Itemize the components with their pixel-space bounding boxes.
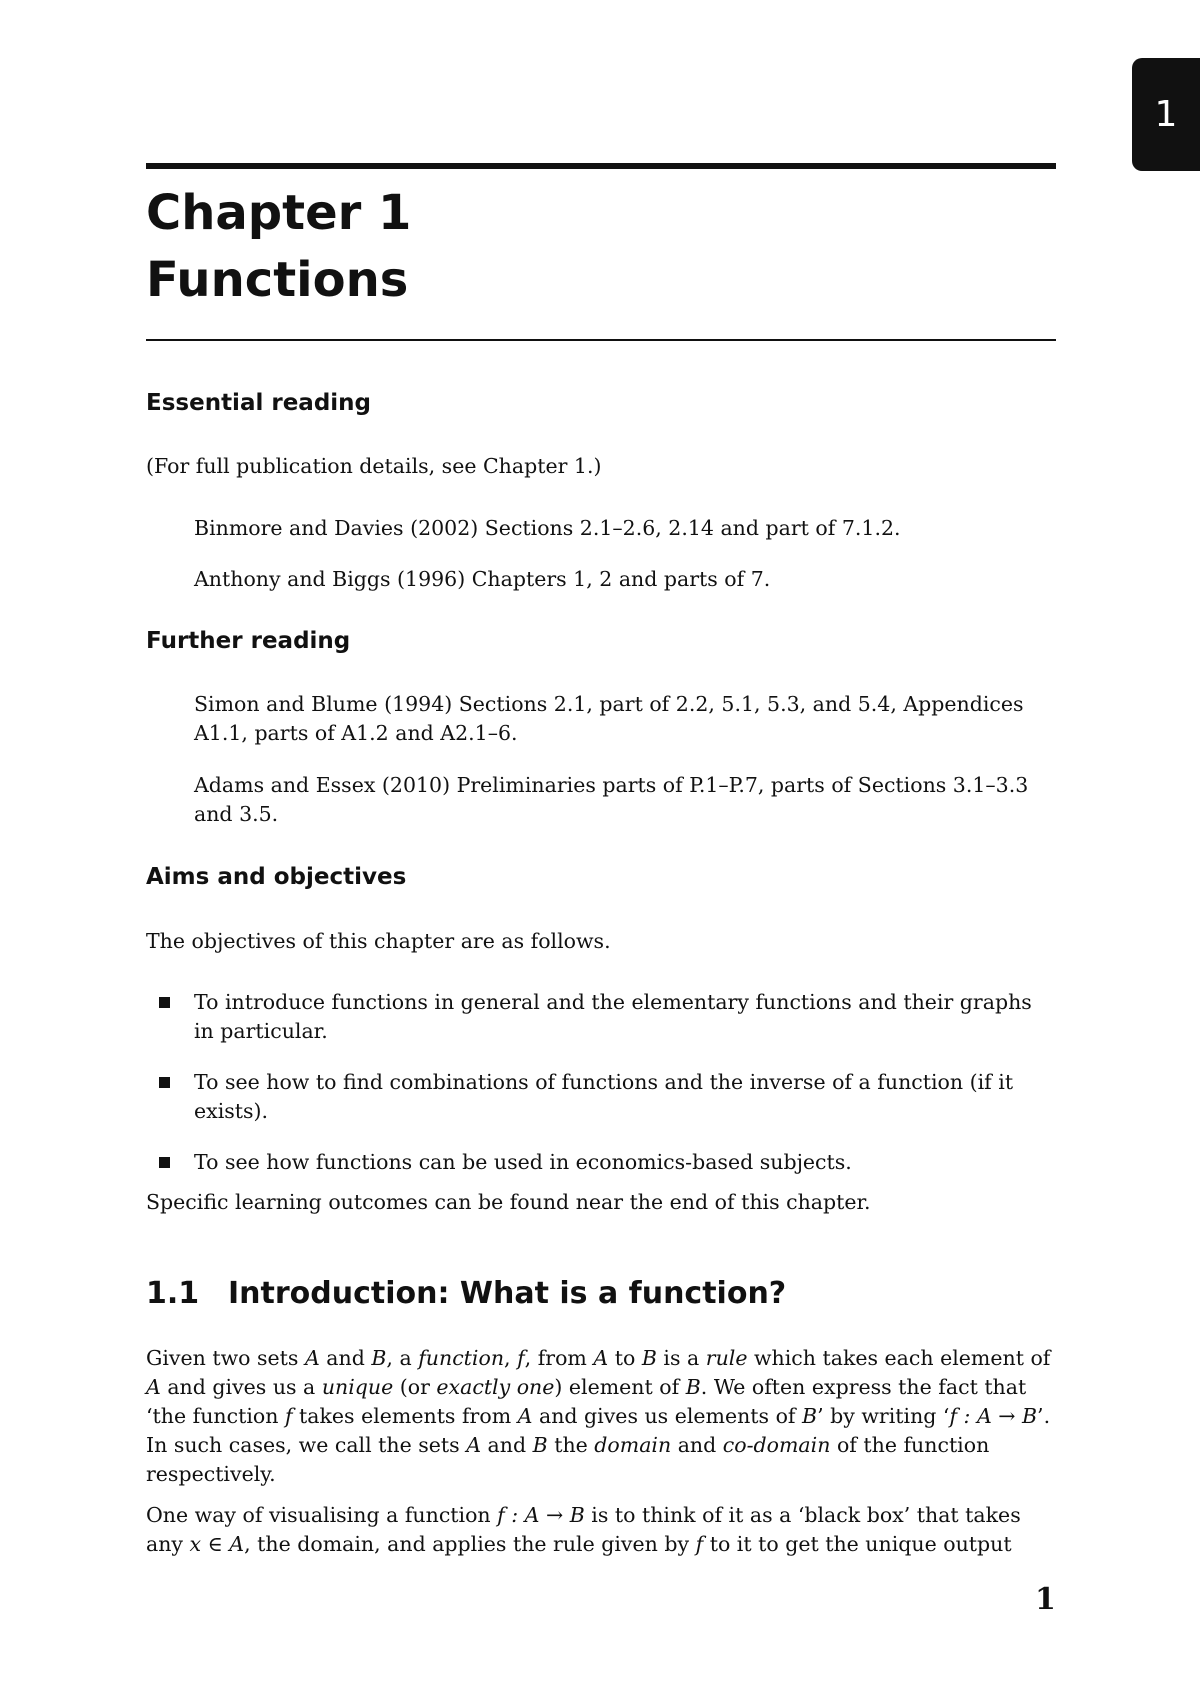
math-symbol: A — [517, 1404, 533, 1428]
chapter-bottom-rule — [146, 339, 1056, 341]
math-symbol: A — [304, 1346, 320, 1370]
aims-outro: Specific learning outcomes can be found near the end of this chapter. — [146, 1190, 871, 1214]
text-run: which takes each element of — [747, 1346, 1051, 1370]
text-run: . We often express the fact that ‘the function — [146, 1375, 1027, 1428]
emphasis-text: co-domain — [722, 1433, 831, 1457]
math-symbol: f — [517, 1346, 525, 1370]
text-run: to it to get the unique output — [703, 1532, 1012, 1556]
math-expression: x ∈ A — [189, 1532, 245, 1556]
text-run: , from — [524, 1346, 594, 1370]
emphasis-text: rule — [705, 1346, 748, 1370]
text-run: ) element of — [554, 1375, 686, 1399]
math-symbol: A — [593, 1346, 609, 1370]
section-heading — [146, 1275, 786, 1313]
text-run: and — [481, 1433, 533, 1457]
math-symbol: B — [371, 1346, 387, 1370]
square-bullet-icon — [146, 988, 194, 1046]
math-symbol: B — [532, 1433, 548, 1457]
math-symbol: B — [802, 1404, 818, 1428]
chapter-label: Chapter 1 — [146, 185, 412, 241]
text-run: , a — [386, 1346, 419, 1370]
emphasis-text: unique — [321, 1375, 394, 1399]
intro-paragraph-2 — [146, 1501, 1056, 1559]
section-number: 1.1 — [146, 1276, 200, 1311]
objective-list-item — [146, 1068, 1056, 1126]
section-title: Introduction: What is a function? — [228, 1276, 787, 1311]
text-run: to — [608, 1346, 642, 1370]
objective-text: To introduce functions in general and the elementary functions and their graphs in particular. — [194, 990, 1032, 1043]
objective-text: To see how to find combinations of functions and the inverse of a function (if it exists). — [194, 1070, 1014, 1123]
math-symbol: B — [685, 1375, 701, 1399]
square-bullet-icon — [146, 1148, 194, 1177]
text-run: the — [547, 1433, 595, 1457]
document-page — [146, 0, 1056, 1696]
further-reading-item: Simon and Blume (1994) Sections 2.1, part of 2.2, 5.1, 5.3, and 5.4, Appendices A1.1, parts of A1.2 and A2.1–6. — [194, 692, 1024, 745]
objective-list-item — [146, 1148, 1056, 1177]
math-symbol: B — [641, 1346, 657, 1370]
chapter-top-rule — [146, 163, 1056, 169]
objective-text: To see how functions can be used in economics-based subjects. — [194, 1150, 852, 1174]
text-run: , the domain, and applies the rule given by — [244, 1532, 696, 1556]
math-expression: f : A → B — [949, 1404, 1038, 1428]
math-expression: f : A → B — [497, 1503, 585, 1527]
text-run: , — [504, 1346, 518, 1370]
further-reading-heading: Further reading — [146, 628, 351, 654]
essential-reading-note: (For full publication details, see Chapter 1.) — [146, 454, 602, 478]
text-run: and gives us elements of — [532, 1404, 803, 1428]
text-run: and gives us a — [160, 1375, 322, 1399]
text-run: ’ by writing ‘ — [817, 1404, 950, 1428]
text-run: ’. In such cases, we call the sets — [146, 1404, 1051, 1457]
text-run: (or — [393, 1375, 437, 1399]
text-run: takes elements from — [292, 1404, 518, 1428]
text-run: is a — [656, 1346, 706, 1370]
math-symbol: f — [284, 1404, 293, 1428]
essential-reading-item: Binmore and Davies (2002) Sections 2.1–2.6, 2.14 and part of 7.1.2. — [194, 516, 901, 540]
square-bullet-icon — [146, 1068, 194, 1126]
page-number: 1 — [1035, 1582, 1056, 1617]
text-run: of the function respectively. — [146, 1433, 990, 1486]
aims-intro: The objectives of this chapter are as follows. — [146, 929, 611, 953]
essential-reading-heading: Essential reading — [146, 390, 372, 416]
essential-reading-item: Anthony and Biggs (1996) Chapters 1, 2 and parts of 7. — [194, 567, 771, 591]
text-run: and — [319, 1346, 372, 1370]
math-symbol: A — [466, 1433, 482, 1457]
math-symbol: A — [146, 1375, 161, 1399]
text-run: is to think of it as a ‘black box’ that takes any — [146, 1503, 1021, 1556]
text-run: Given two sets — [146, 1346, 305, 1370]
objective-list-item — [146, 988, 1056, 1046]
text-run: One way of visualising a function — [146, 1503, 498, 1527]
further-reading-item: Adams and Essex (2010) Preliminaries parts of P.1–P.7, parts of Sections 3.1–3.3 and 3.5. — [194, 773, 1029, 826]
intro-paragraph-1 — [146, 1344, 1056, 1489]
chapter-thumb-tab: 1 — [1132, 58, 1200, 171]
chapter-title: Functions — [146, 252, 409, 308]
emphasis-text: exactly one — [436, 1375, 555, 1399]
emphasis-text: domain — [594, 1433, 672, 1457]
math-symbol: f — [695, 1532, 704, 1556]
text-run: and — [671, 1433, 723, 1457]
emphasis-text: function — [418, 1346, 505, 1370]
aims-heading: Aims and objectives — [146, 864, 407, 890]
